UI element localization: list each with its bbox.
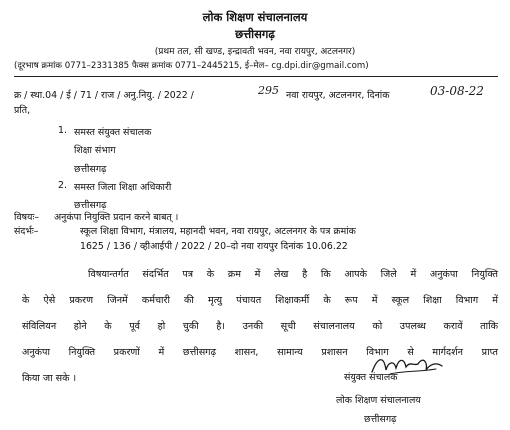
recipient-1-line-1: समस्त संयुक्त संचालक [74, 127, 152, 138]
signature-designation: संयुक्त संचालक [344, 372, 398, 383]
header-divider [14, 76, 498, 77]
to-label: प्रति, [14, 105, 31, 116]
recipient-1-line-3: छत्तीसगढ़ [74, 164, 107, 175]
letterhead-address: (प्रथम तल, सी खण्ड, इन्द्रावती भवन, नवा रायपुर, अटलनगर) [154, 47, 356, 57]
handwritten-date: 03-08-22 [430, 84, 484, 98]
body-line-4: अनुकंपा नियुक्ति प्रकरणों में छत्तीसगढ़ शासन, सामान्य प्रशासन विभाग से मार्गदर्शन प्राप्त [22, 347, 498, 358]
body-line-3: संविलियन होने के पूर्व हो चुकी है। उनकी सूची संचालनालय को उपलब्ध करावें ताकि [22, 321, 498, 332]
reference-number: क्र / स्था.04 / ई / 71 / राज / अनु.नियु. / 2022 / [14, 90, 194, 101]
subject-label: विषयः– [14, 212, 40, 223]
reference-line-2: 1625 / 136 / व्हीआईपी / 2022 / 20–दो नवा रायपुर दिनांक 10.06.22 [80, 241, 348, 252]
signature-state: छत्तीसगढ़ [364, 414, 397, 425]
subject-text: अनुकंपा नियुक्ति प्रदान करने बाबत् । [54, 212, 179, 223]
body-line-1: विषयान्तर्गत संदर्भित पत्र के क्रम में लेख है कि आपके जिले में अनुकंपा नियुक्ति [88, 269, 498, 280]
body-line-5: किया जा सके । [22, 373, 77, 384]
letterhead-office: लोक शिक्षण संचालनालय [202, 10, 308, 24]
recipient-2-number: 2. [58, 180, 67, 191]
recipient-2-line-2: छत्तीसगढ़ [74, 200, 107, 211]
recipient-1-line-2: शिक्षा संभाग [74, 145, 116, 156]
reference-label: संदर्भः– [14, 226, 39, 237]
reference-place-date: नवा रायपुर, अटलनगर, दिनांक [286, 90, 390, 101]
recipient-2-line-1: समस्त जिला शिक्षा अधिकारी [74, 182, 172, 193]
letterhead-contact: (दूरभाष क्रमांक 0771–2331385 फैक्स क्रमांक 0771–2445215, ई–मेल– cg.dpi.dir@gmail.com) [14, 61, 369, 71]
signature-office: लोक शिक्षण संचालनालय [336, 395, 421, 406]
handwritten-letter-number: 295 [258, 84, 279, 97]
body-line-2: के ऐसे प्रकरण जिनमें कर्मचारी की मृत्यु पंचायत शिक्षाकर्मी के रूप में स्कूल शिक्षा विभाग में [22, 295, 498, 306]
recipient-1-number: 1. [58, 125, 67, 136]
reference-line-1: स्कूल शिक्षा विभाग, मंत्रालय, महानदी भवन, नवा रायपुर, अटलनगर के पत्र क्रमांक [80, 226, 356, 237]
letterhead-state: छत्तीसगढ़ [235, 27, 275, 41]
